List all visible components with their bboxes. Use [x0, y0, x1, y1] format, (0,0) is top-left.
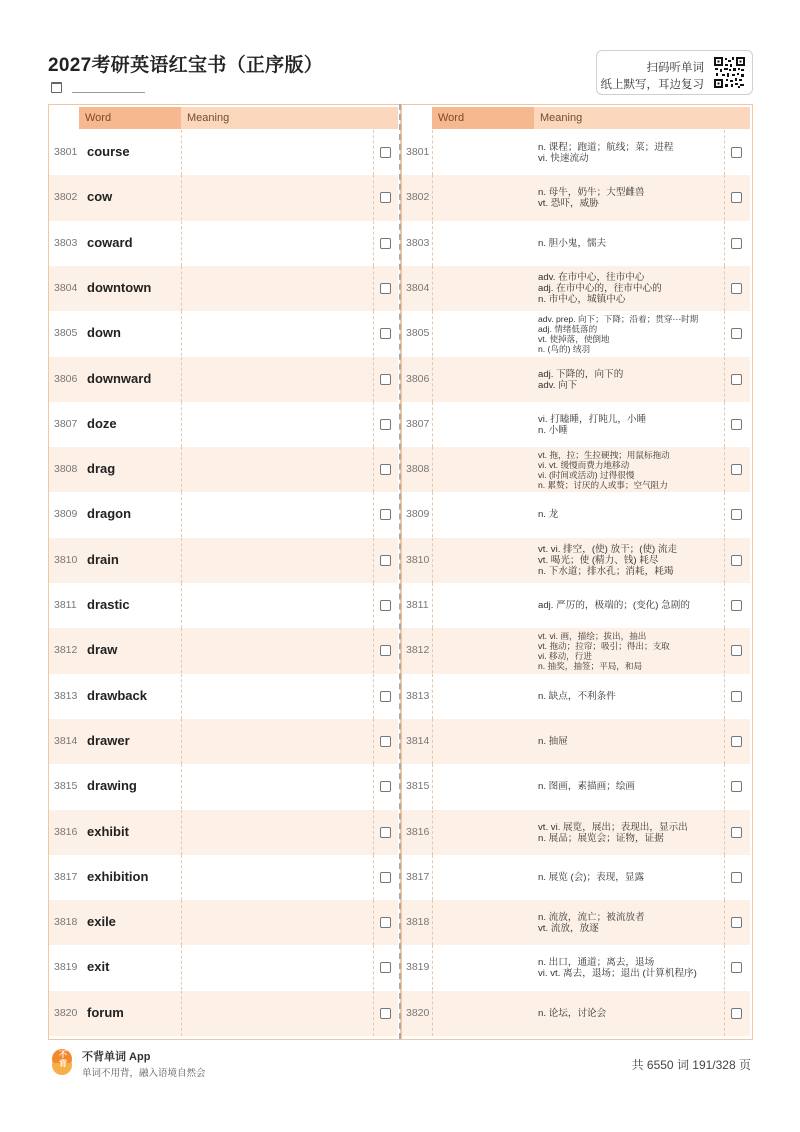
table-row [49, 719, 398, 764]
meaning-text [538, 736, 568, 747]
meaning-text [538, 509, 558, 520]
word-number: 3813 [406, 689, 430, 702]
table-row [49, 810, 398, 855]
word-number: 3814 [406, 734, 430, 747]
word-number: 3817 [406, 870, 430, 883]
word-number: 3806 [54, 372, 78, 385]
checkbox[interactable] [731, 419, 742, 430]
word-number: 3819 [54, 961, 78, 974]
meaning-line: vt. 恐吓，威胁 [538, 198, 599, 210]
table-row [49, 130, 398, 175]
meaning-line: vt. 流放，放逐 [538, 923, 599, 935]
checkbox[interactable] [731, 192, 742, 203]
checkbox[interactable] [731, 645, 742, 656]
word-text: down [87, 325, 121, 341]
word-number: 3820 [406, 1006, 430, 1019]
table-row [49, 266, 398, 311]
checkbox[interactable] [380, 827, 391, 838]
table-row [402, 583, 750, 628]
word-number: 3818 [54, 916, 78, 929]
qr-text-listen: 扫码听单词 [646, 62, 704, 74]
meaning-text [538, 414, 646, 436]
table-row [49, 855, 398, 900]
table-row [402, 447, 750, 492]
meaning-line: adj. 严厉的，极端的；(变化) 急剧的 [538, 600, 690, 611]
app-logo-text: 不背 [59, 1050, 67, 1068]
table-row [49, 538, 398, 583]
qr-text-dictation: 纸上默写，耳边复习 [600, 79, 704, 91]
table-row [49, 583, 398, 628]
meaning-line: vt. vi. 展览，展出；表现出，显示出 [538, 821, 688, 833]
word-number: 3803 [406, 236, 430, 249]
checkbox[interactable] [380, 147, 391, 158]
table-row [49, 628, 398, 673]
word-text: exit [87, 959, 110, 975]
meaning-line: vt. vi. 画，描绘；拔出，抽出 [538, 631, 647, 642]
word-table-left [48, 104, 401, 1040]
meaning-line: n. 龙 [538, 509, 559, 521]
meaning-line: n. 缺点，不利条件 [538, 690, 616, 702]
table-row [49, 492, 398, 537]
word-text: drain [87, 551, 119, 567]
checkbox[interactable] [380, 192, 391, 203]
meaning-line: n. 课程；跑道；航线；菜；进程 [538, 142, 674, 153]
checkbox[interactable] [731, 374, 742, 385]
table-row [49, 175, 398, 220]
word-table-right [401, 104, 753, 1040]
table-row [402, 674, 750, 719]
word-number: 3820 [54, 1006, 78, 1019]
checkbox[interactable] [380, 1008, 391, 1019]
word-text: forum [87, 1004, 124, 1020]
date-line [72, 92, 145, 93]
checkbox[interactable] [731, 509, 742, 520]
word-number: 3812 [406, 644, 430, 657]
checkbox[interactable] [731, 328, 742, 339]
word-number: 3808 [54, 463, 78, 476]
meaning-line: n. 图画，素描画；绘画 [538, 781, 636, 793]
word-text: drawback [87, 687, 147, 703]
word-text: course [87, 144, 130, 159]
checkbox[interactable] [731, 827, 742, 838]
checkbox[interactable] [380, 691, 391, 702]
word-number: 3808 [406, 463, 430, 476]
meaning-line: adj. 下降的，向下的 [538, 368, 624, 380]
checkbox[interactable] [380, 555, 391, 566]
checkbox[interactable] [380, 872, 391, 883]
meaning-line: vt. 拖动；拉帘；吸引；得出；支取 [538, 641, 670, 652]
meaning-line: n. 流放，流亡；被流放者 [538, 912, 645, 924]
checkbox[interactable] [731, 872, 742, 883]
checkbox[interactable] [731, 736, 742, 747]
word-text: draw [87, 642, 118, 658]
meaning-line: adv. prep. 向下；下降；沿着；贯穿⋯时期 [538, 314, 699, 325]
word-text: drawer [87, 732, 130, 748]
column-header-check [724, 107, 750, 129]
table-row [402, 402, 750, 447]
table-row [402, 810, 750, 855]
meaning-text [538, 1008, 606, 1019]
table-row [49, 357, 398, 402]
word-number: 3813 [54, 689, 78, 702]
word-number: 3807 [406, 417, 430, 430]
checkbox[interactable] [380, 600, 391, 611]
word-number: 3817 [54, 870, 78, 883]
meaning-line: vt. 喝光；使 (精力、钱) 耗尽 [538, 554, 659, 566]
word-number: 3810 [54, 553, 78, 566]
word-number: 3803 [54, 236, 78, 249]
checkbox[interactable] [731, 1008, 742, 1019]
table-row [402, 357, 750, 402]
table-row [49, 402, 398, 447]
checkbox[interactable] [731, 691, 742, 702]
qr-code-icon[interactable] [713, 56, 746, 89]
word-text: exile [87, 914, 116, 930]
checkbox[interactable] [731, 147, 742, 158]
checkbox[interactable] [731, 238, 742, 249]
word-number: 3814 [54, 734, 78, 747]
meaning-text [538, 369, 623, 391]
meaning-text [538, 142, 673, 164]
checkbox[interactable] [380, 509, 391, 520]
word-number: 3816 [406, 825, 430, 838]
meaning-line: n. 展品；展览会；证物，证据 [538, 832, 664, 844]
meaning-text [538, 872, 644, 883]
meaning-text [538, 272, 662, 305]
checkbox[interactable] [380, 781, 391, 792]
column-header-word: Word [432, 107, 534, 129]
checkbox[interactable] [731, 781, 742, 792]
table-row [402, 492, 750, 537]
meaning-text [538, 187, 645, 209]
word-text: cow [87, 189, 113, 205]
table-row [49, 447, 398, 492]
word-text: drag [87, 461, 116, 477]
meaning-line: n. 胆小鬼，懦夫 [538, 237, 607, 249]
page-info: 共 6550 词 191/328 页 [631, 1058, 751, 1072]
calendar-icon [51, 82, 62, 93]
word-number: 3802 [406, 191, 430, 204]
checkbox[interactable] [731, 962, 742, 973]
meaning-line: vt. vi. 排空，(使) 放干；(使) 流走 [538, 543, 678, 555]
word-number: 3806 [406, 372, 430, 385]
table-row [402, 130, 750, 175]
meaning-line: vi. vt. 缓慢而费力地移动 [538, 460, 630, 471]
meaning-text [538, 238, 606, 249]
checkbox[interactable] [731, 464, 742, 475]
table-row [402, 221, 750, 266]
word-number: 3801 [406, 146, 430, 158]
table-row [402, 311, 750, 356]
column-header-meaning: Meaning [181, 107, 373, 129]
word-number: 3805 [406, 327, 430, 340]
meaning-line: n. 展览 (会)；表现，显露 [538, 871, 645, 883]
table-row [49, 674, 398, 719]
table-row [49, 900, 398, 945]
table-row [49, 991, 398, 1036]
table-row [402, 991, 750, 1036]
meaning-line: n. 抽奖，抽签；平局，和局 [538, 661, 643, 672]
table-row [402, 538, 750, 583]
meaning-line: n. 累赘；讨厌的人或事；空气阻力 [538, 480, 668, 491]
checkbox[interactable] [380, 645, 391, 656]
word-text: downward [87, 370, 152, 386]
checkbox[interactable] [380, 328, 391, 339]
checkbox[interactable] [380, 464, 391, 475]
meaning-line: adj. 情绪低落的 [538, 324, 598, 335]
word-text: doze [87, 415, 117, 431]
checkbox[interactable] [731, 600, 742, 611]
column-header-meaning: Meaning [534, 107, 724, 129]
word-number: 3802 [54, 191, 78, 204]
checkbox[interactable] [731, 917, 742, 928]
word-text: dragon [87, 506, 132, 522]
word-number: 3804 [406, 281, 430, 294]
table-row [402, 855, 750, 900]
table-row [49, 945, 398, 990]
word-number: 3801 [54, 146, 78, 158]
table-row [402, 719, 750, 764]
checkbox[interactable] [380, 419, 391, 430]
meaning-text [538, 544, 677, 577]
word-number: 3815 [54, 780, 78, 793]
meaning-line: n. 市中心，城镇中心 [538, 293, 626, 305]
word-text: exhibition [87, 868, 149, 884]
word-number: 3807 [54, 417, 78, 430]
meaning-line: adv. 向下 [538, 379, 578, 391]
meaning-line: vi. 打瞌睡，打盹儿，小睡 [538, 413, 647, 425]
table-row [402, 175, 750, 220]
checkbox[interactable] [380, 736, 391, 747]
word-text: drawing [87, 778, 137, 794]
checkbox[interactable] [731, 555, 742, 566]
column-header-check [373, 107, 398, 129]
meaning-text [538, 912, 645, 934]
app-name: 不背单词 App [82, 1051, 151, 1063]
meaning-line: vi. 移动，行进 [538, 651, 592, 662]
meaning-line: n. (鸟的) 绒羽 [538, 344, 591, 355]
word-number: 3815 [406, 780, 430, 793]
meaning-text [538, 781, 635, 792]
column-header-word: Word [79, 107, 181, 129]
meaning-text [538, 691, 616, 702]
word-number: 3811 [406, 599, 429, 611]
table-row [402, 266, 750, 311]
word-number: 3818 [406, 916, 430, 929]
meaning-line: vt. 拖，拉；生拉硬拽；用鼠标拖动 [538, 450, 670, 461]
meaning-line: adv. 在市中心，往市中心 [538, 271, 645, 283]
word-text: drastic [87, 597, 130, 612]
word-number: 3809 [406, 508, 430, 521]
word-text: downtown [87, 279, 152, 295]
meaning-line: vi. vt. 离去，退场；退出 (计算机程序) [538, 968, 697, 980]
meaning-line: n. 论坛，讨论会 [538, 1007, 607, 1019]
table-row [402, 900, 750, 945]
table-row [402, 628, 750, 673]
word-text: coward [87, 234, 133, 250]
meaning-line: n. 小睡 [538, 424, 568, 436]
word-text: exhibit [87, 823, 129, 839]
meaning-line: n. 母牛，奶牛；大型雌兽 [538, 187, 645, 199]
meaning-line: n. 出口，通道；离去，退场 [538, 957, 655, 969]
table-row [49, 311, 398, 356]
word-number: 3804 [54, 281, 78, 294]
checkbox[interactable] [380, 238, 391, 249]
checkbox[interactable] [380, 962, 391, 973]
checkbox[interactable] [380, 283, 391, 294]
meaning-line: vi. (时间或活动) 过得很慢 [538, 470, 635, 481]
table-row [49, 764, 398, 809]
qr-panel[interactable] [596, 50, 753, 95]
meaning-text [538, 957, 697, 979]
word-number: 3819 [406, 961, 430, 974]
checkbox[interactable] [380, 917, 391, 928]
meaning-text [538, 631, 670, 671]
word-number: 3805 [54, 327, 78, 340]
meaning-line: vt. 使掉落，使倒地 [538, 334, 610, 345]
table-row [402, 945, 750, 990]
word-number: 3809 [54, 508, 78, 521]
meaning-line: adj. 在市中心的，往市中心的 [538, 282, 662, 294]
meaning-line: vi. 快速流动 [538, 153, 589, 164]
meaning-text [538, 822, 688, 844]
meaning-text [538, 314, 698, 354]
meaning-line: n. 下水道；排水孔；消耗，耗竭 [538, 565, 674, 577]
meaning-text [538, 600, 690, 611]
table-row [49, 221, 398, 266]
meaning-line: n. 抽屉 [538, 735, 568, 747]
checkbox[interactable] [380, 374, 391, 385]
page-title: 2027考研英语红宝书（正序版） [48, 55, 324, 76]
table-row [402, 764, 750, 809]
word-number: 3812 [54, 644, 78, 657]
app-slogan: 单词不用背，融入语境自然会 [82, 1068, 206, 1079]
word-number: 3811 [54, 599, 77, 611]
word-number: 3816 [54, 825, 78, 838]
meaning-text [538, 450, 670, 490]
checkbox[interactable] [731, 283, 742, 294]
word-number: 3810 [406, 553, 430, 566]
